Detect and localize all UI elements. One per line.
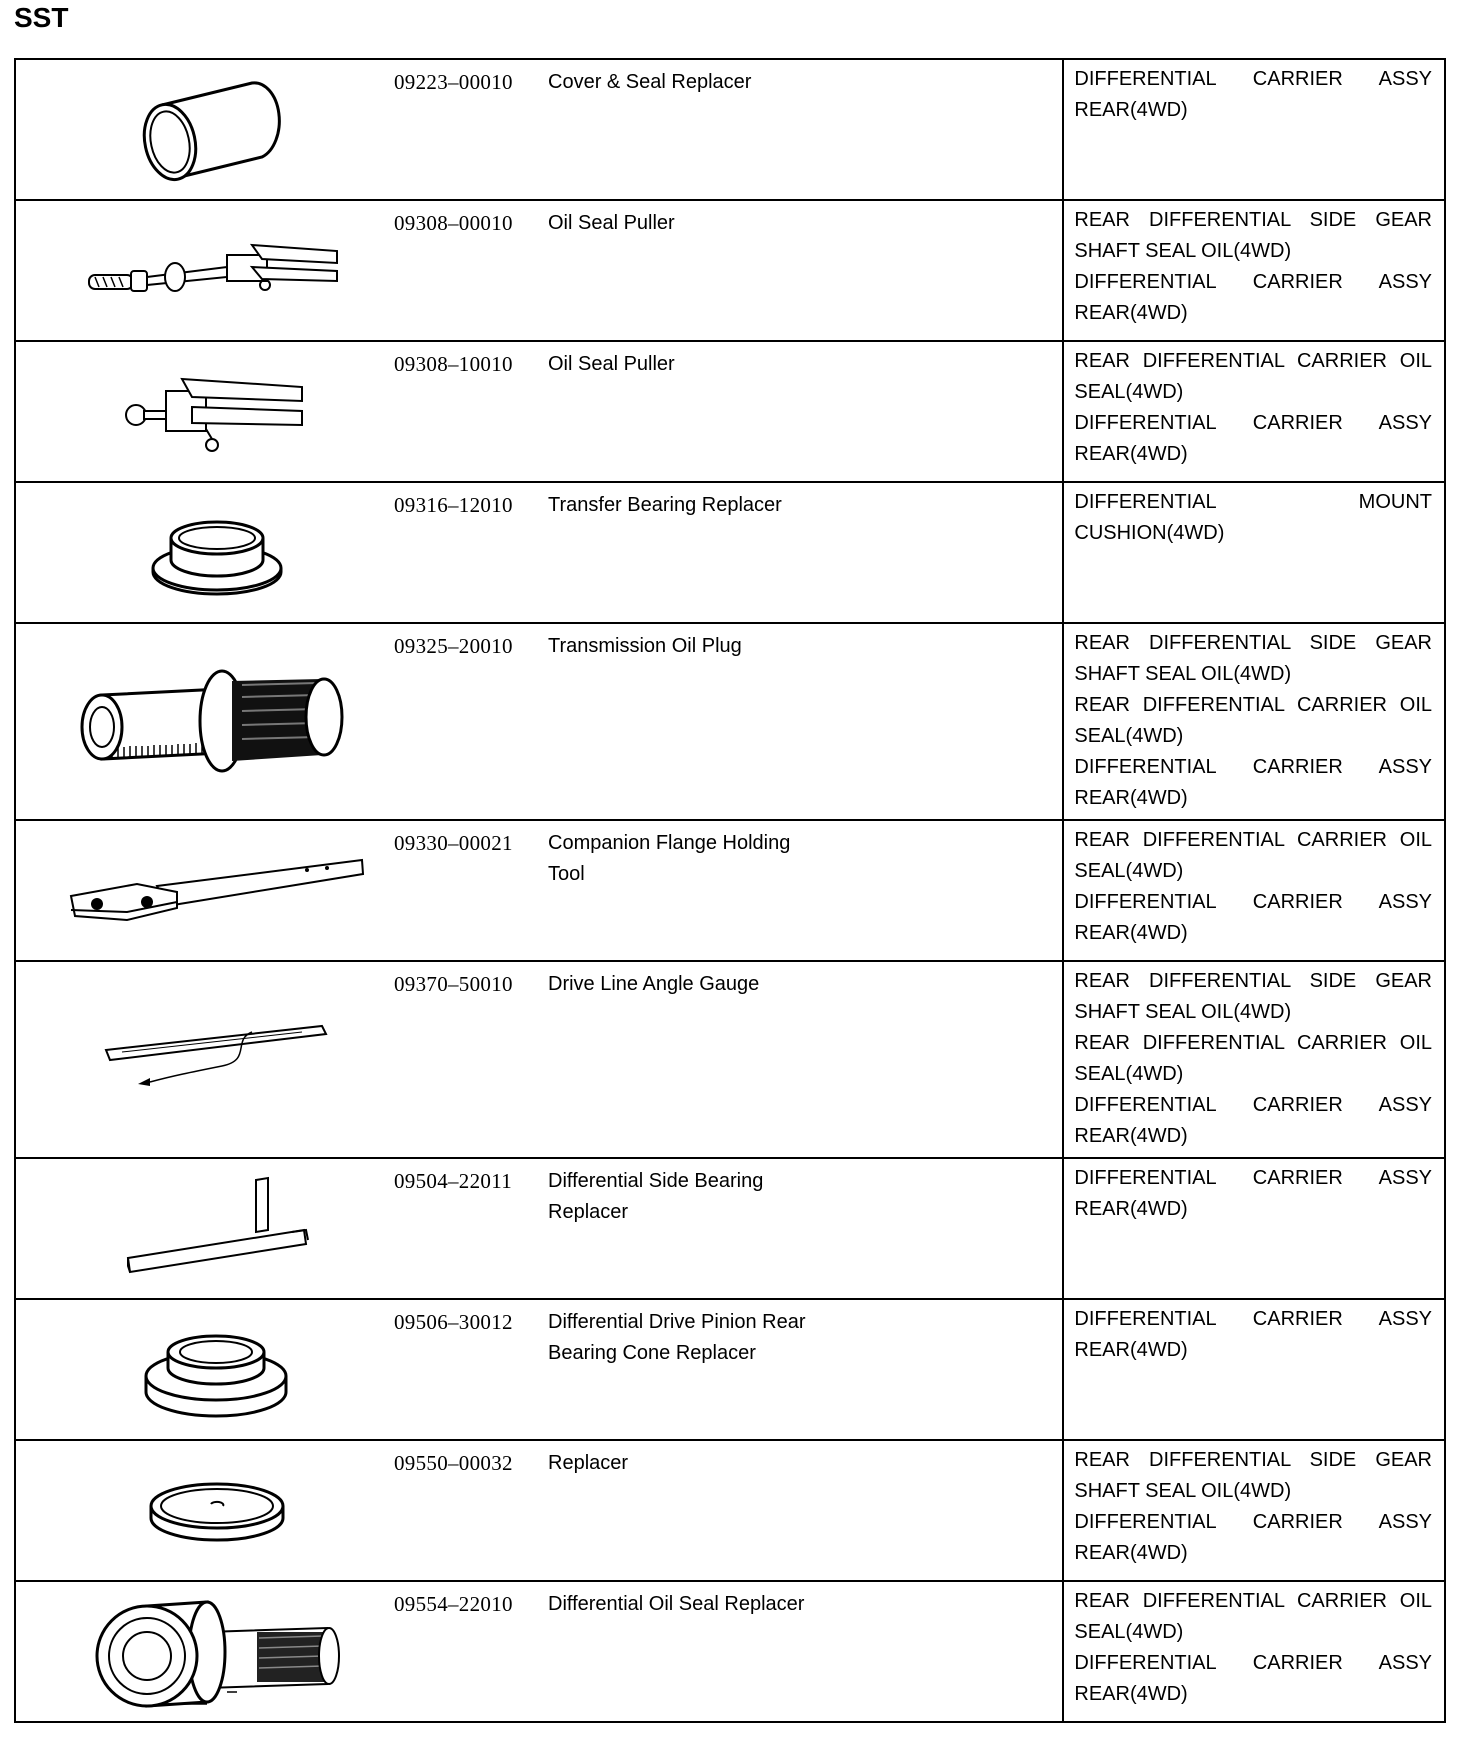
tool-name (548, 828, 818, 890)
usage-line: REAR DIFFERENTIAL SIDE GEAR (1074, 970, 1432, 992)
tool-info-cell (15, 482, 1063, 623)
usage-line: REAR(4WD) (1074, 1125, 1188, 1147)
usage-line: REAR(4WD) (1074, 1198, 1188, 1220)
tool-name-line: Companion Flange Holding Tool (548, 832, 791, 885)
tool-info-cell (15, 59, 1063, 200)
usage-line: SHAFT SEAL OIL(4WD) (1074, 1480, 1292, 1502)
tool-name (548, 1589, 818, 1620)
usage-cell (1063, 59, 1445, 200)
usage-line: DIFFERENTIAL CARRIER ASSY (1074, 1094, 1432, 1116)
usage-line: REAR DIFFERENTIAL SIDE GEAR (1074, 632, 1432, 654)
part-number: 09504–22011 (394, 1169, 513, 1193)
usage-line: DIFFERENTIAL CARRIER ASSY (1074, 1652, 1432, 1674)
usage-line: DIFFERENTIAL CARRIER ASSY (1074, 1167, 1432, 1189)
stepped-disc-icon (16, 1300, 418, 1439)
tool-name-line: Replacer (548, 1452, 629, 1474)
usage-line: SHAFT SEAL OIL(4WD) (1074, 240, 1292, 262)
tool-row (15, 1158, 1445, 1299)
usage-line: REAR DIFFERENTIAL CARRIER OIL (1074, 1590, 1432, 1612)
tool-info-cell (15, 200, 1063, 341)
tool-name (548, 1166, 818, 1228)
tool-info-cell (15, 1299, 1063, 1440)
part-number: 09330–00021 (394, 831, 513, 855)
usage-line: REAR(4WD) (1074, 1339, 1188, 1361)
tool-row (15, 341, 1445, 482)
usage-line: REAR(4WD) (1074, 922, 1188, 944)
part-number: 09554–22010 (394, 1592, 513, 1616)
usage-line: DIFFERENTIAL CARRIER ASSY (1074, 891, 1432, 913)
tool-info-cell (15, 1581, 1063, 1722)
usage-line: SEAL(4WD) (1074, 381, 1184, 403)
tool-row (15, 1581, 1445, 1722)
usage-line: REAR(4WD) (1074, 1542, 1188, 1564)
part-number: 09308–10010 (394, 352, 513, 376)
usage-cell (1063, 1299, 1445, 1440)
tool-info-cell (15, 1440, 1063, 1581)
part-number: 09370–50010 (394, 972, 513, 996)
usage-cell (1063, 961, 1445, 1158)
usage-line: DIFFERENTIAL CARRIER ASSY (1074, 756, 1432, 778)
part-number: 09506–30012 (394, 1310, 513, 1334)
usage-cell (1063, 1581, 1445, 1722)
tool-name-line: Transfer Bearing Replacer (548, 494, 782, 516)
usage-cell (1063, 1158, 1445, 1299)
tool-name-line: Oil Seal Puller (548, 353, 675, 375)
tool-name-line: Bearing Cone Replacer (548, 1342, 756, 1364)
usage-line: REAR(4WD) (1074, 443, 1188, 465)
usage-line: CUSHION(4WD) (1074, 522, 1225, 544)
tool-name-line: Oil Seal Puller (548, 212, 675, 234)
tool-info-cell (15, 623, 1063, 820)
usage-line: SEAL(4WD) (1074, 1063, 1184, 1085)
angle-gauge-icon (16, 962, 418, 1157)
tool-row (15, 1440, 1445, 1581)
tool-name-line: Transmission Oil Plug (548, 635, 742, 657)
tool-name (548, 208, 818, 239)
tool-info-cell (15, 961, 1063, 1158)
usage-line: DIFFERENTIAL CARRIER ASSY (1074, 271, 1432, 293)
tool-row (15, 623, 1445, 820)
page-title: SST (14, 2, 69, 33)
usage-line: SHAFT SEAL OIL(4WD) (1074, 1001, 1292, 1023)
usage-line: SEAL(4WD) (1074, 1621, 1184, 1643)
part-number: 09223–00010 (394, 70, 513, 94)
part-number: 09316–12010 (394, 493, 513, 517)
usage-line: REAR DIFFERENTIAL CARRIER OIL (1074, 1032, 1432, 1054)
usage-line: REAR DIFFERENTIAL CARRIER OIL (1074, 829, 1432, 851)
tool-name-line: Cover & Seal Replacer (548, 71, 752, 93)
usage-line: REAR(4WD) (1074, 302, 1188, 324)
usage-cell (1063, 623, 1445, 820)
cylinder-sleeve-icon (16, 60, 418, 199)
tool-info-cell (15, 1158, 1063, 1299)
tool-name-line: Drive Line Angle Gauge (548, 973, 760, 995)
part-number: 09308–00010 (394, 211, 513, 235)
usage-line: DIFFERENTIAL MOUNT (1074, 491, 1432, 513)
usage-line: SHAFT SEAL OIL(4WD) (1074, 663, 1292, 685)
usage-line: DIFFERENTIAL CARRIER ASSY (1074, 412, 1432, 434)
usage-line: REAR DIFFERENTIAL CARRIER OIL (1074, 694, 1432, 716)
sst-table (14, 58, 1446, 1723)
flanged-ring-icon (16, 483, 418, 622)
usage-line: REAR(4WD) (1074, 787, 1188, 809)
part-number: 09325–20010 (394, 634, 513, 658)
tool-name (548, 490, 818, 521)
usage-line: REAR(4WD) (1074, 99, 1188, 121)
oil-plug-icon (16, 624, 418, 819)
tool-row (15, 961, 1445, 1158)
usage-cell (1063, 1440, 1445, 1581)
slide-hammer-puller-icon (16, 201, 418, 340)
tool-name-line: Differential Side Bearing (548, 1170, 764, 1192)
tool-row (15, 59, 1445, 200)
usage-line: REAR(4WD) (1074, 1683, 1188, 1705)
tool-name (548, 349, 818, 380)
usage-cell (1063, 341, 1445, 482)
usage-line: DIFFERENTIAL CARRIER ASSY (1074, 1511, 1432, 1533)
holding-bar-icon (16, 821, 418, 960)
usage-line: REAR DIFFERENTIAL CARRIER OIL (1074, 350, 1432, 372)
usage-line: SEAL(4WD) (1074, 860, 1184, 882)
usage-line: REAR DIFFERENTIAL SIDE GEAR (1074, 1449, 1432, 1471)
seal-replacer-icon (16, 1582, 418, 1721)
tool-row (15, 482, 1445, 623)
tool-name (548, 969, 818, 1000)
usage-cell (1063, 820, 1445, 961)
tool-name-line: Differential Oil Seal Replacer (548, 1593, 805, 1615)
flat-disc-icon (16, 1441, 418, 1580)
tool-row (15, 200, 1445, 341)
tool-name-line: Replacer (548, 1201, 629, 1223)
tool-row (15, 1299, 1445, 1440)
tool-name (548, 1448, 818, 1479)
tool-info-cell (15, 820, 1063, 961)
usage-line: REAR DIFFERENTIAL SIDE GEAR (1074, 209, 1432, 231)
usage-line: DIFFERENTIAL CARRIER ASSY (1074, 68, 1432, 90)
usage-line: DIFFERENTIAL CARRIER ASSY (1074, 1308, 1432, 1330)
tool-name-line: Differential Drive Pinion Rear (548, 1311, 806, 1333)
part-number: 09550–00032 (394, 1451, 513, 1475)
tool-name (548, 631, 818, 662)
tool-info-cell (15, 341, 1063, 482)
tool-row (15, 820, 1445, 961)
usage-cell (1063, 200, 1445, 341)
puller-icon (16, 342, 418, 481)
tool-name (548, 1307, 818, 1369)
usage-line: SEAL(4WD) (1074, 725, 1184, 747)
usage-cell (1063, 482, 1445, 623)
t-bar-icon (16, 1159, 418, 1298)
tool-name (548, 67, 818, 98)
